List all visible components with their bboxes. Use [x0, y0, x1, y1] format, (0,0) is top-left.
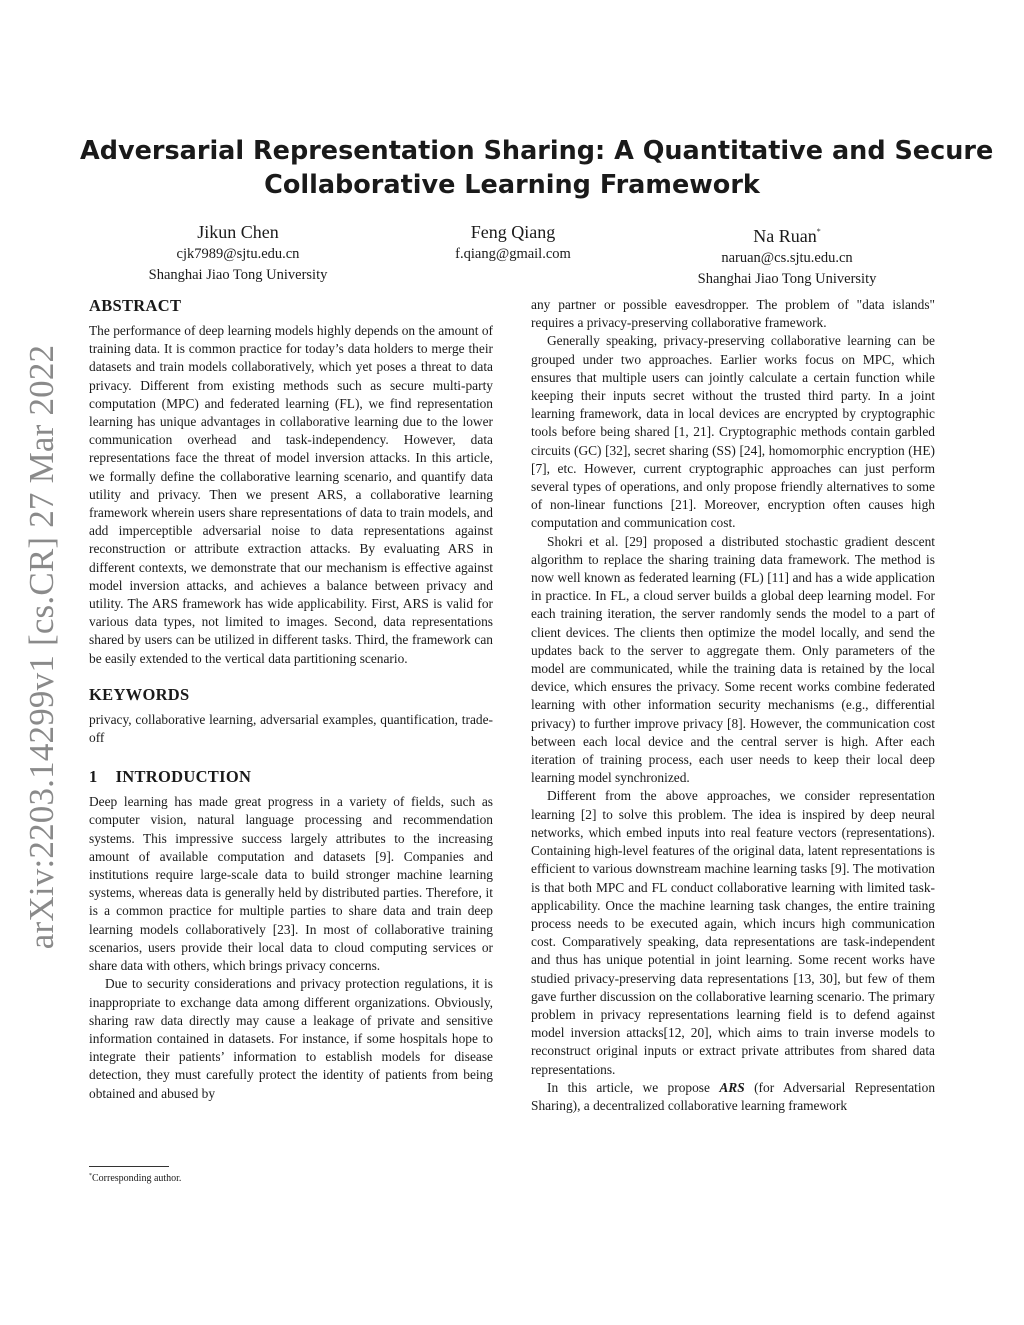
right-column [531, 296, 935, 1115]
intro-paragraph-2: Due to security considerations and privacy protection regulations, it is inappropriate to exchange data among different organizations. Obviously, sharing raw data directly may cause a leakage of private and sensitive information contained in datasets. For instance, if some hospitals hope to integrate their patients’ information to establish models for disease detection, they must carefully protect the identity of patients from being obtained and abused by [89, 976, 493, 1101]
corresponding-mark: * [816, 227, 821, 236]
author-email[interactable]: f.qiang@gmail.com [455, 246, 571, 262]
right-paragraph-5 [531, 1079, 935, 1115]
right-paragraph-4: Different from the above approaches, we consider representation learning [2] to solve this problem. The idea is inspired by deep neural networks, which embed inputs into real feature vectors (representations). Containing high-level features of the original data, latent representations is efficient to various downstream machine learning tasks [9]. The motivation is that both MPC and FL conduct collaborative learning with limited task-applicability. Once the machine learning task changes, the entire training process needs to be executed again, which incurs high communication cost. Comparatively speaking, data representations are task-independent and thus has unique potential in joint learning. Some recent works have studied privacy-preserving data representations [13, 30], but few of them gave further discussion on the collaborative learning scenario. The primary problem in privacy representations learning field is to defend against model inversion attacks[12, 20], which aims to train inverse models to reconstruct original inputs or extract private attributes from shared data representations. [531, 788, 935, 1077]
author-name: Na Ruan [753, 226, 817, 246]
footnote-mark: * [89, 1173, 92, 1179]
paper-title [80, 134, 994, 202]
author-block-1 [138, 220, 338, 286]
right-paragraph-1: any partner or possible eavesdropper. The problem of "data islands" requires a privacy-preserving collaborative framework. [531, 297, 935, 331]
arxiv-identifier[interactable]: arXiv:2203.14299v1 [cs.CR] 27 Mar 2022 [22, 344, 61, 950]
author-email[interactable]: naruan@cs.sjtu.edu.cn [721, 250, 853, 266]
footnote-divider [89, 1166, 169, 1167]
text-run: In this article, we propose [547, 1079, 720, 1095]
author-email[interactable]: cjk7989@sjtu.edu.cn [176, 246, 300, 262]
text-run: (for Adversarial Representation Sharing), a decentralized collaborative learning framework [531, 1079, 936, 1113]
author-affiliation: Shanghai Jiao Tong University [148, 267, 328, 283]
author-affiliation: Shanghai Jiao Tong University [697, 271, 877, 287]
abstract-text: The performance of deep learning models highly depends on the amount of training data. It is common practice for today’s data holders to merge their datasets and train models collaboratively, which yet poses a threat to data privacy. Different from existing methods such as secure multi-party computation (MPC) and federated learning (FL), we find representation learning has unique advantages in collaborative learning due to the lower communication overhead and task-independency. However, data representations face the threat of model inversion attacks. In this article, we formally define the collaborative learning scenario, and quantify data utility and privacy. Then we present ARS, a collaborative learning framework wherein users share representations of data to train models, and add imperceptible adversarial noise to data representations against reconstruction or attribute extraction attacks. By evaluating ARS in different contexts, we demonstrate that our mechanism is effective against model inversion attacks, and achieves a balance between privacy and utility. The ARS framework has wide applicability. First, ARS is valid for various data types, not limited to images. Second, data representations shared by users can be utilized in different tasks. Third, the framework can be easily extended to the vertical data partitioning scenario. [89, 323, 493, 666]
keywords-heading: KEYWORDS [89, 684, 190, 704]
ars-emphasis: ARS [719, 1079, 745, 1095]
author-name: Jikun Chen [197, 222, 279, 242]
author-name: Feng Qiang [470, 222, 556, 242]
section-number: 1 [89, 767, 98, 787]
abstract-heading: ABSTRACT [89, 296, 182, 315]
introduction-heading [89, 767, 493, 787]
title-line-2: Collaborative Learning Framework [264, 170, 760, 200]
keywords-text: privacy, collaborative learning, adversarial examples, quantification, trade-off [89, 711, 493, 746]
right-paragraph-2: Generally speaking, privacy-preserving collaborative learning can be grouped under two approaches. Earlier works focus on MPC, which ensures that multiple users can jointly calculate a certain function while keeping their inputs secret without the trusted third party. In a joint learning framework, data in local devices are encrypted by cryptographic tools before being shared [1, 21]. Cryptographic methods contain garbled circuits (GC) [32], secret sharing (SS) [24], homomorphic encryption (HE) [7], etc. However, current cryptographic approaches can just perform several types of operations, and only propose friendly alternatives to some of non-linear functions [21]. Moreover, encryption often causes high computation and communication cost. [531, 333, 935, 531]
footnote-text: Corresponding author. [92, 1173, 182, 1184]
arxiv-sidebar-stamp [12, 344, 72, 950]
intro-paragraph-1: Deep learning has made great progress in a variety of fields, such as computer vision, natural language processing and recommendation systems. This impressive success largely attributes to the increasing amount of available computation and datasets [9]. Companies and institutions require large-scale data to build stronger machine learning systems, whereas data is generally held by distributed parties. Therefore, it is a common practice for multiple parties to share data and train deep learning models collaboratively [23]. In most of collaborative training scenarios, users provide their local data to cloud computing services or share data with others, which brings privacy concerns. [89, 794, 493, 974]
footnote [89, 1173, 181, 1184]
left-column [89, 296, 493, 1103]
section-title: INTRODUCTION [115, 767, 252, 787]
author-block-2 [413, 220, 613, 265]
right-paragraph-3: Shokri et al. [29] proposed a distributed stochastic gradient descent algorithm to replace the sharing training data framework. The method is now well known as federated learning (FL) [11] and has a wide application in practice. In FL, a cloud server builds a global deep learning model. For each training iteration, the server randomly sends the model to a part of client devices. The clients then optimize the model locally, and send the updates back to the server to aggregate them. Only parameters of the model are communicated, while the training data is retained by the local device, which ensures the privacy. Some recent works combine federated learning with other information security mechanisms (e.g., differential privacy) to further improve privacy [8]. However, the communication cost between each local device and the central server is high. After each iteration of training process, each user needs to keep their local deep learning model synchronized. [531, 533, 935, 786]
author-name-with-mark [684, 220, 890, 248]
title-line-1: Adversarial Representation Sharing: A Quantitative and Secure [80, 136, 994, 166]
author-block-3 [684, 220, 890, 290]
